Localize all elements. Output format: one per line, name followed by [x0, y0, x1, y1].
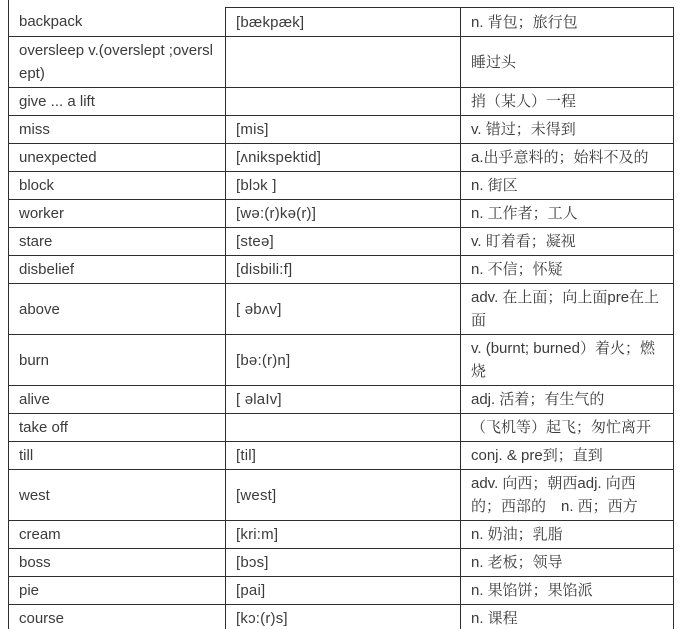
- phonetic-cell: [226, 88, 461, 116]
- word-cell: course: [9, 605, 226, 629]
- word-cell: till: [9, 442, 226, 470]
- table-row: [9, 88, 674, 116]
- phonetic-cell: [mis]: [226, 116, 461, 144]
- meaning-cell: v. 盯着看；凝视: [461, 228, 674, 256]
- meaning-cell: adj. 活着；有生气的: [461, 386, 674, 414]
- vocab-table-body: [9, 8, 674, 629]
- table-row: [9, 228, 674, 256]
- table-row: [9, 200, 674, 228]
- word-cell: block: [9, 172, 226, 200]
- meaning-cell: n. 街区: [461, 172, 674, 200]
- word-cell: west: [9, 470, 226, 521]
- meaning-cell: conj. & pre到；直到: [461, 442, 674, 470]
- phonetic-cell: [blɔk ]: [226, 172, 461, 200]
- table-row: [9, 414, 674, 442]
- vocab-table: [8, 7, 674, 629]
- word-cell: oversleep v.(overslept ;overslept): [9, 37, 226, 88]
- meaning-cell: n. 课程: [461, 605, 674, 629]
- phonetic-cell: [ əlaIv]: [226, 386, 461, 414]
- word-cell: unexpected: [9, 144, 226, 172]
- phonetic-cell: [disbili:f]: [226, 256, 461, 284]
- meaning-cell: v. 错过；未得到: [461, 116, 674, 144]
- word-cell: burn: [9, 335, 226, 386]
- word-cell: cream: [9, 521, 226, 549]
- meaning-cell: n. 奶油；乳脂: [461, 521, 674, 549]
- table-row: [9, 442, 674, 470]
- word-cell: stare: [9, 228, 226, 256]
- phonetic-cell: [ əbʌv]: [226, 284, 461, 335]
- table-row: [9, 577, 674, 605]
- word-cell: pie: [9, 577, 226, 605]
- phonetic-cell: [bɔs]: [226, 549, 461, 577]
- table-row: [9, 470, 674, 521]
- table-row: [9, 37, 674, 88]
- phonetic-cell: [kri:m]: [226, 521, 461, 549]
- phonetic-cell: [bækpæk]: [226, 8, 461, 37]
- table-row: [9, 549, 674, 577]
- table-row: [9, 8, 674, 37]
- table-row: [9, 386, 674, 414]
- word-cell: disbelief: [9, 256, 226, 284]
- phonetic-cell: [wə:(r)kə(r)]: [226, 200, 461, 228]
- table-row: [9, 335, 674, 386]
- meaning-cell: 捎（某人）一程: [461, 88, 674, 116]
- phonetic-cell: [226, 414, 461, 442]
- meaning-cell: n. 工作者；工人: [461, 200, 674, 228]
- word-cell: give ... a lift: [9, 88, 226, 116]
- table-row: [9, 172, 674, 200]
- word-cell: above: [9, 284, 226, 335]
- meaning-cell: n. 背包；旅行包: [461, 8, 674, 37]
- table-row: [9, 144, 674, 172]
- phonetic-cell: [ʌnikspektid]: [226, 144, 461, 172]
- meaning-cell: n. 果馅饼；果馅派: [461, 577, 674, 605]
- word-cell: alive: [9, 386, 226, 414]
- phonetic-cell: [kɔ:(r)s]: [226, 605, 461, 629]
- meaning-cell: n. 不信；怀疑: [461, 256, 674, 284]
- meaning-cell: n. 老板；领导: [461, 549, 674, 577]
- meaning-cell: v. (burnt; burned）着火；燃烧: [461, 335, 674, 386]
- table-row: [9, 605, 674, 629]
- table-row: [9, 256, 674, 284]
- phonetic-cell: [pai]: [226, 577, 461, 605]
- table-row: [9, 284, 674, 335]
- phonetic-cell: [til]: [226, 442, 461, 470]
- meaning-cell: 睡过头: [461, 37, 674, 88]
- word-cell: take off: [9, 414, 226, 442]
- meaning-cell: adv. 在上面；向上面pre在上面: [461, 284, 674, 335]
- word-cell: worker: [9, 200, 226, 228]
- meaning-cell: （飞机等）起飞；匆忙离开: [461, 414, 674, 442]
- meaning-cell: a.出乎意料的；始料不及的: [461, 144, 674, 172]
- word-cell: backpack: [9, 8, 226, 37]
- table-row: [9, 521, 674, 549]
- table-row: [9, 116, 674, 144]
- word-cell: miss: [9, 116, 226, 144]
- phonetic-cell: [226, 37, 461, 88]
- phonetic-cell: [west]: [226, 470, 461, 521]
- meaning-cell: adv. 向西；朝西adj. 向西的；西部的 n. 西；西方: [461, 470, 674, 521]
- phonetic-cell: [bə:(r)n]: [226, 335, 461, 386]
- word-cell: boss: [9, 549, 226, 577]
- phonetic-cell: [steə]: [226, 228, 461, 256]
